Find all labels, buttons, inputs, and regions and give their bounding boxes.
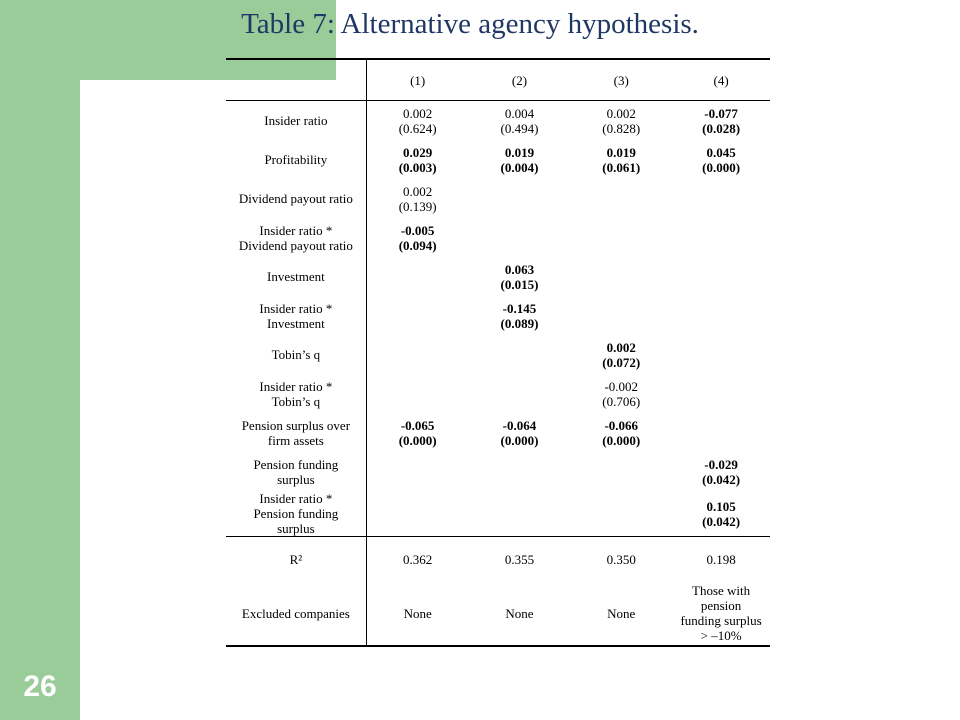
coefficient-cell (570, 218, 672, 257)
coefficient-cell (469, 452, 571, 491)
excluded-line: funding surplus (680, 613, 762, 628)
coefficient-cell (366, 413, 468, 452)
row-label (226, 491, 366, 537)
header-label-cell (226, 59, 366, 101)
excluded-line: pension (700, 598, 742, 613)
row-label (226, 179, 366, 218)
row-label-line: Profitability (264, 152, 328, 167)
coefficient-cell (366, 101, 468, 141)
p-value: (0.089) (500, 315, 539, 331)
coefficient-cell (570, 491, 672, 537)
coefficient-value: 0.045 (706, 144, 736, 160)
p-value: (0.000) (702, 159, 741, 175)
r-squared-value: 0.355 (504, 551, 535, 567)
table-row (226, 374, 770, 413)
coefficient-cell (672, 452, 770, 491)
r-squared-value: 0.350 (606, 551, 636, 567)
coefficient-value: -0.145 (502, 300, 537, 316)
row-label-line: Insider ratio * (259, 300, 333, 316)
coefficient-value: -0.064 (502, 417, 537, 433)
regression-table (226, 58, 770, 647)
excluded-companies-value (672, 581, 770, 646)
coefficient-value: -0.029 (704, 456, 738, 472)
table-row (226, 296, 770, 335)
row-label (226, 140, 366, 179)
coefficient-cell (469, 296, 571, 335)
coefficient-value: 0.029 (403, 144, 433, 160)
coefficient-cell (570, 335, 672, 374)
table-row (226, 140, 770, 179)
column-header: (3) (570, 59, 672, 101)
table-row (226, 335, 770, 374)
header-row (226, 59, 770, 101)
table-row (226, 179, 770, 218)
table-row (226, 491, 770, 537)
decor-curve (80, 80, 140, 140)
r-squared-label: R² (289, 551, 303, 567)
coefficient-cell (672, 335, 770, 374)
p-value: (0.061) (602, 159, 641, 175)
p-value: (0.494) (500, 120, 539, 136)
coefficient-value: 0.004 (504, 105, 535, 121)
p-value: (0.003) (398, 159, 437, 175)
coefficient-value: 0.019 (504, 144, 535, 160)
coefficient-cell (672, 140, 770, 179)
excluded-line: None (505, 605, 534, 621)
row-label (226, 101, 366, 141)
coefficient-cell (672, 491, 770, 537)
column-header: (1) (366, 59, 468, 101)
p-value: (0.042) (702, 513, 741, 529)
coefficient-cell (672, 296, 770, 335)
row-label-line: Investment (266, 269, 325, 284)
coefficient-cell (469, 413, 571, 452)
row-label-line: Tobin’s q (271, 347, 321, 362)
coefficient-cell (366, 140, 468, 179)
table-row (226, 257, 770, 296)
coefficient-cell (570, 452, 672, 491)
coefficient-cell (570, 413, 672, 452)
coefficient-cell (366, 491, 468, 537)
p-value: (0.072) (602, 354, 641, 370)
table-row (226, 218, 770, 257)
coefficient-value: 0.002 (403, 183, 433, 199)
row-label-line: surplus (277, 471, 315, 487)
coefficient-cell (672, 179, 770, 218)
p-value: (0.828) (602, 120, 641, 136)
coefficient-cell (366, 296, 468, 335)
row-label-line: Tobin’s q (271, 393, 321, 409)
excluded-companies-row (226, 581, 770, 646)
row-label-line: Pension surplus over (241, 417, 351, 433)
column-header: (4) (672, 59, 770, 101)
row-label-line: Insider ratio (264, 113, 328, 128)
coefficient-cell (366, 179, 468, 218)
excluded-line: None (607, 605, 636, 621)
slide-number: 26 (23, 670, 57, 703)
p-value: (0.139) (398, 198, 437, 214)
coefficient-cell (366, 335, 468, 374)
coefficient-cell (366, 452, 468, 491)
row-label-line: Investment (266, 315, 325, 331)
r-squared-value: 0.198 (706, 551, 736, 567)
coefficient-cell (366, 218, 468, 257)
p-value: (0.094) (398, 237, 437, 253)
p-value: (0.000) (602, 432, 641, 448)
coefficient-cell (570, 179, 672, 218)
coefficient-cell (570, 374, 672, 413)
row-label-line: Dividend payout ratio (238, 237, 353, 253)
r-squared-row (226, 537, 770, 582)
row-label (226, 452, 366, 491)
row-label-line: Insider ratio * (259, 378, 333, 394)
coefficient-cell (672, 374, 770, 413)
row-label-line: Insider ratio * (259, 491, 333, 506)
coefficient-value: -0.005 (400, 222, 435, 238)
row-label (226, 413, 366, 452)
row-label (226, 218, 366, 257)
excluded-companies-value (366, 581, 468, 646)
table-body (226, 59, 770, 646)
excluded-line: Those with (692, 583, 751, 598)
slide-title (0, 8, 960, 41)
row-label-line: Pension funding (253, 506, 339, 521)
row-label (226, 335, 366, 374)
coefficient-value: -0.065 (400, 417, 435, 433)
coefficient-value: 0.105 (706, 498, 736, 514)
p-value: (0.706) (602, 393, 641, 409)
coefficient-cell (672, 218, 770, 257)
coefficient-cell (469, 374, 571, 413)
coefficient-value: 0.002 (606, 339, 636, 355)
r-squared-value: 0.362 (366, 537, 468, 582)
coefficient-cell (570, 101, 672, 141)
coefficient-cell (469, 335, 571, 374)
p-value: (0.015) (500, 276, 539, 292)
p-value: (0.624) (398, 120, 437, 136)
coefficient-value: -0.066 (604, 417, 639, 433)
row-label-line: surplus (277, 521, 315, 536)
excluded-line: > –10% (700, 628, 742, 643)
coefficient-cell (672, 257, 770, 296)
column-header: (2) (469, 59, 571, 101)
left-decor-bar (0, 0, 80, 720)
coefficient-value: 0.002 (606, 105, 636, 121)
coefficient-cell (469, 101, 571, 141)
coefficient-cell (366, 374, 468, 413)
excluded-companies-label: Excluded companies (226, 581, 366, 646)
coefficient-value: 0.019 (606, 144, 636, 160)
coefficient-value: 0.002 (403, 105, 433, 121)
coefficient-cell (570, 140, 672, 179)
coefficient-value: -0.077 (704, 105, 738, 121)
coefficient-cell (469, 140, 571, 179)
row-label (226, 296, 366, 335)
coefficient-value: -0.002 (604, 378, 639, 394)
excluded-companies-value (570, 581, 672, 646)
p-value: (0.028) (702, 120, 741, 136)
p-value: (0.000) (500, 432, 539, 448)
slide-title-text: Table 7: Alternative agency hypothesis. (241, 8, 699, 40)
p-value: (0.000) (398, 432, 437, 448)
coefficient-cell (672, 413, 770, 452)
row-label-line: Insider ratio * (259, 222, 333, 238)
coefficient-cell (469, 491, 571, 537)
p-value: (0.042) (702, 471, 741, 487)
row-label-line: Pension funding (253, 456, 339, 472)
row-label-line: Dividend payout ratio (238, 191, 353, 206)
table-row (226, 452, 770, 491)
coefficient-cell (469, 257, 571, 296)
coefficient-cell (366, 257, 468, 296)
row-label (226, 257, 366, 296)
table-row (226, 101, 770, 141)
p-value: (0.004) (500, 159, 539, 175)
excluded-line: None (403, 605, 432, 621)
excluded-companies-value (469, 581, 571, 646)
row-label (226, 374, 366, 413)
coefficient-cell (469, 218, 571, 257)
coefficient-value: 0.063 (504, 261, 535, 277)
row-label-line: firm assets (267, 432, 324, 448)
coefficient-cell (672, 101, 770, 141)
coefficient-cell (469, 179, 571, 218)
coefficient-cell (570, 296, 672, 335)
table-row (226, 413, 770, 452)
coefficient-cell (570, 257, 672, 296)
